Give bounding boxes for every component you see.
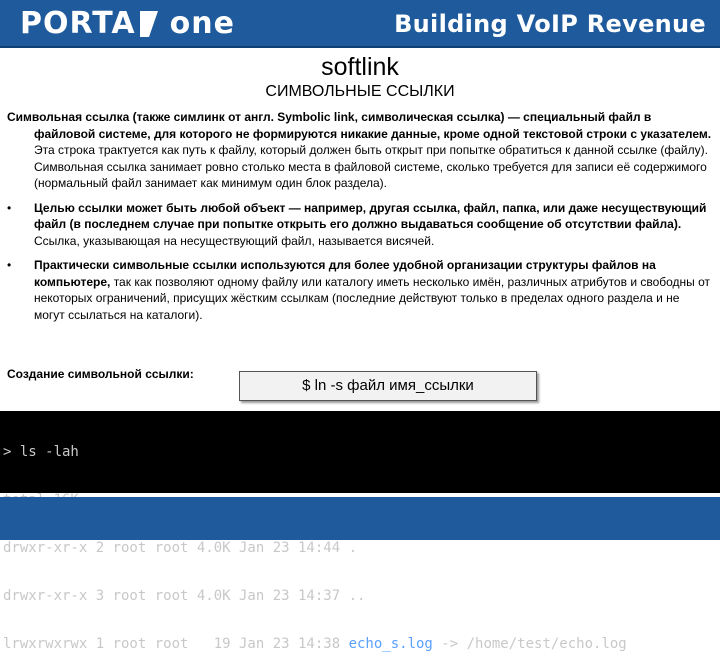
terminal-link-target: -> /home/test/echo.log: [432, 636, 627, 652]
terminal-link-prefix: lrwxrwxrwx 1 root root 19 Jan 23 14:38: [3, 636, 349, 652]
bullet-marker: •: [7, 200, 12, 215]
intro-bold-text: Символьная ссылка (также симлинк от англ. Symbolic link, символическая ссылка) — специальный файл в файловой системе, для которого не формируются никакие данные, кроме одной текстовой строки с указателем.: [7, 110, 712, 141]
bullet-normal-text: Ссылка, указывающая на несуществующий файл, называется висячей.: [34, 233, 435, 248]
terminal-output: [0, 411, 720, 652]
bullet-item: [7, 200, 713, 250]
bullet-marker: •: [7, 258, 12, 272]
portaone-logo: [20, 6, 235, 42]
header-bar: [0, 0, 720, 48]
logo-slash-icon: [140, 11, 166, 37]
main-content: [7, 109, 713, 323]
terminal-link-line: [0, 636, 720, 652]
page-subtitle: СИМВОЛЬНЫЕ ССЫЛКИ: [265, 83, 455, 100]
command-box: $ ln -s файл имя_ссылки: [239, 371, 537, 401]
terminal-line: drwxr-xr-x 3 root root 4.0K Jan 23 14:37 ..: [3, 588, 366, 604]
create-link-label: Создание символьной ссылки:: [7, 367, 194, 381]
page-title: softlink: [321, 53, 399, 81]
bullet-bold-text: Целью ссылки может быть любой объект — например, другая ссылка, файл, папка, или даже несуществующий файл (в последнем случае при попытке открыть его должно выдаваться сообщение об отсутствии файла).: [34, 200, 707, 231]
terminal-line: > ls -lah: [3, 444, 79, 460]
bullet-normal-text: так как позволяют одному файлу или каталогу иметь несколько имён, различных атрибутов и свободны от некоторых ограничений, присущих жёстким ссылкам (последние действуют только в пределах одного раздела и не могут ссылаться на каталоги).: [34, 274, 711, 322]
footer-bar: [0, 497, 720, 540]
bullet-bold-text: Практически символьные ссылки используются для более удобной организации структуры файлов на компьютере,: [34, 258, 656, 289]
terminal-line: drwxr-xr-x 2 root root 4.0K Jan 23 14:44 .: [3, 540, 358, 556]
intro-paragraph: [7, 109, 713, 192]
bullet-item: [7, 257, 713, 323]
terminal-link-name: echo_s.log: [348, 636, 433, 652]
intro-normal-text: Эта строка трактуется как путь к файлу, который должен быть открыт при попытке обратиться к данной ссылке (файлу). Символьная ссылка занимает ровно столько места в файловой системе, сколько требуется для записи её содержимого (нормальный файл занимает как минимум один блок раздела).: [34, 143, 708, 190]
tagline: Building VoIP Revenue: [394, 10, 706, 38]
logo-text-left: PORTA: [20, 6, 136, 41]
logo-text-right: one: [169, 6, 235, 41]
